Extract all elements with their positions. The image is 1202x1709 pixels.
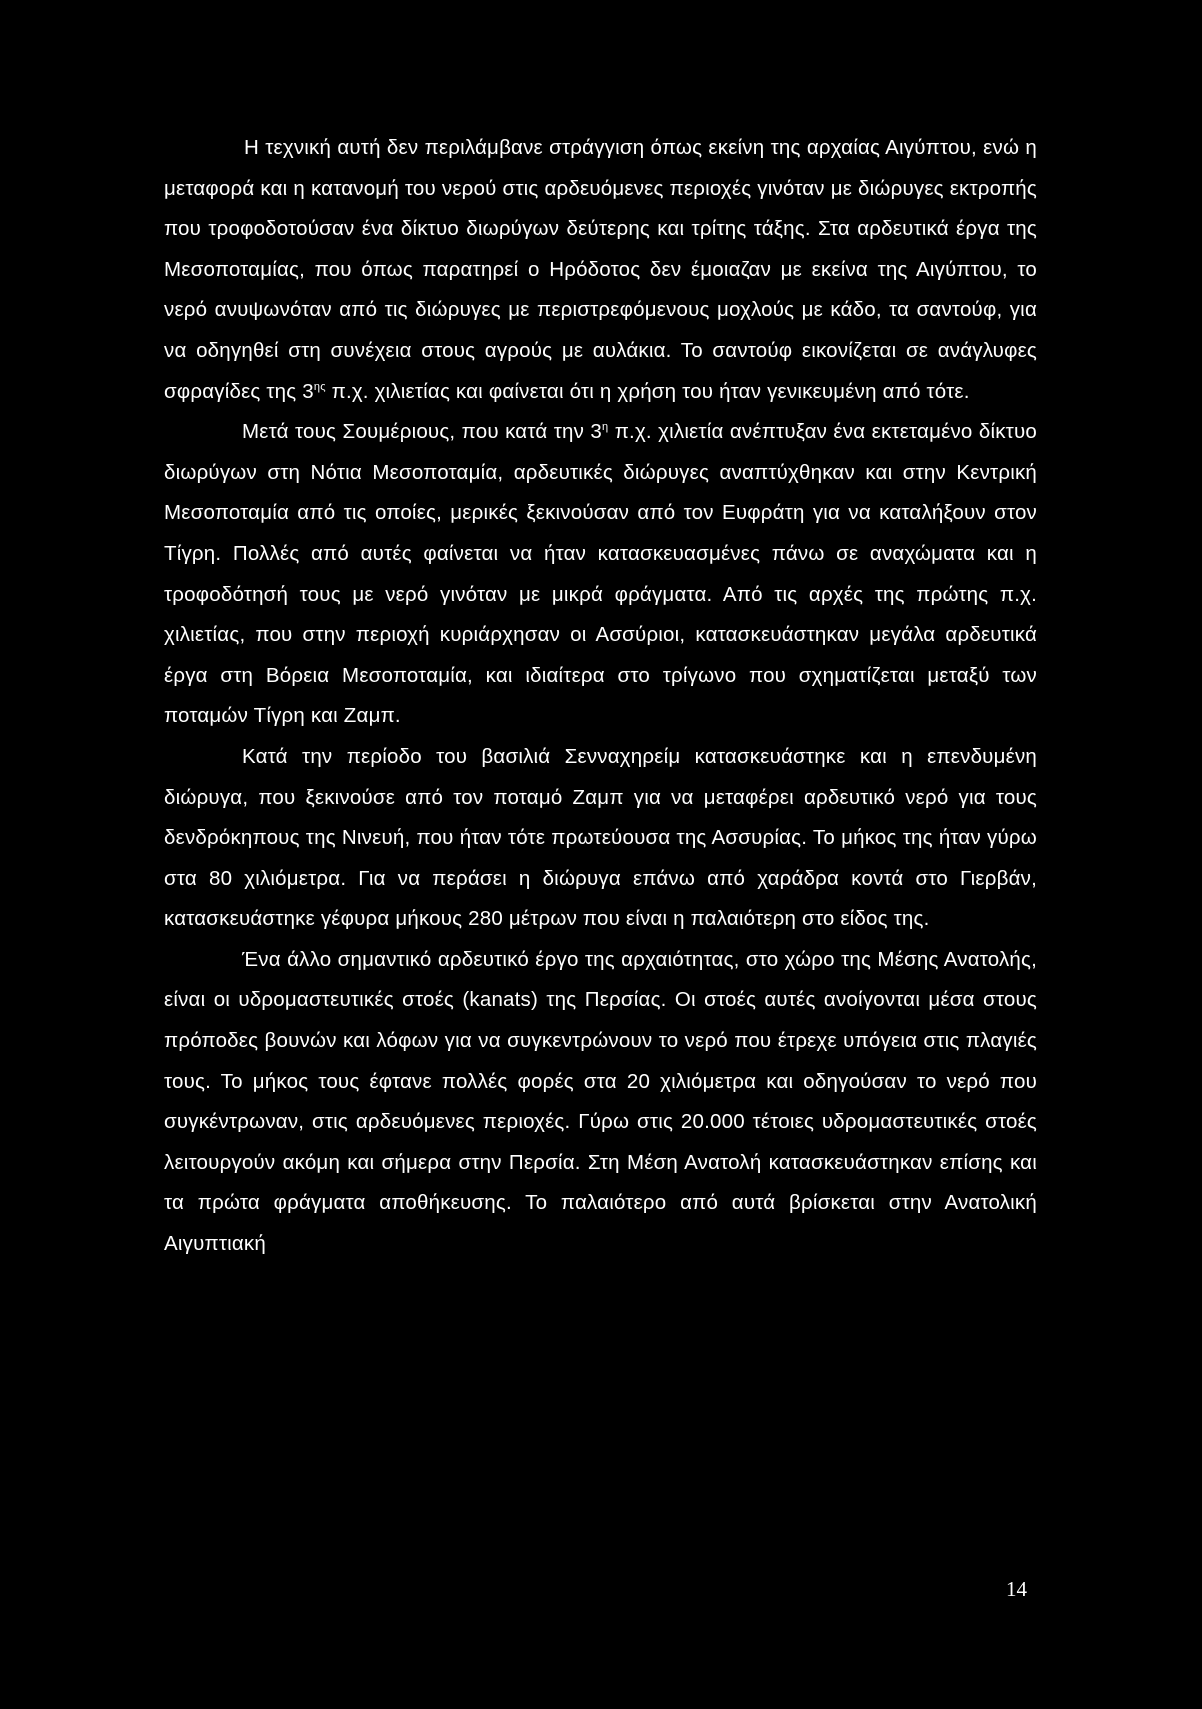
paragraph-1-superscript: ης (313, 380, 326, 393)
paragraph-2 (164, 412, 1037, 737)
page-number: 14 (1006, 1577, 1027, 1601)
paragraph-4: Ένα άλλο σημαντικό αρδευτικό έργο της αρχαιότητας, στο χώρο της Μέσης Ανατολής, είναι οι υδρομαστευτικές στοές (kanats) της Περσίας. Οι στοές αυτές ανοίγονται μέσα στους πρόποδες βουνών και λόφων για να συγκεντρώνουν το νερό που έτρεχε υπόγεια στις πλαγιές τους. Το μήκος τους έφτανε πολλές φορές στα 20 χιλιόμετρα και οδηγούσαν το νερό που συγκέντρωναν, στις αρδευόμενες περιοχές. Γύρω στις 20.000 τέτοιες υδρομαστευτικές στοές λειτουργούν ακόμη και σήμερα στην Περσία. Στη Μέση Ανατολή κατασκευάστηκαν επίσης και τα πρώτα φράγματα αποθήκευσης. Το παλαιότερο από αυτά βρίσκεται στην Ανατολική Αιγυπτιακή (164, 947, 1037, 1256)
paragraph-1-text-b: π.χ. χιλιετίας και φαίνεται ότι η χρήση του ήταν γενικευμένη από τότε. (325, 379, 970, 403)
paragraph-2-text-a: Μετά τους Σουμέριους, που κατά την 3 (242, 420, 603, 444)
body-text (164, 128, 1037, 1265)
paragraph-2-text-b: π.χ. χιλιετία ανέπτυξαν ένα εκτεταμένο δίκτυο διωρύγων στη Νότια Μεσοποταμία, αρδευτικές διώρυγες αναπτύχθηκαν και στην Κεντρική Μεσοποταμία από τις οποίες, μερικές ξεκινούσαν από τον Ευφράτη για να καταλήξουν στον Τίγρη. Πολλές από αυτές φαίνεται να ήταν κατασκευασμένες πάνω σε αναχώματα και η τροφοδότησή τους με νερό γινόταν με μικρά φράγματα. Από τις αρχές της πρώτης π.χ. χιλιετίας, που στην περιοχή κυριάρχησαν οι Ασσύριοι, κατασκευάστηκαν μεγάλα αρδευτικά έργα στη Βόρεια Μεσοποταμία, και ιδιαίτερα στο τρίγωνο που σχηματίζεται μεταξύ των ποταμών Τίγρη και Ζαμπ. (164, 420, 1037, 728)
paragraph-1-text-a: Η τεχνική αυτή δεν περιλάμβανε στράγγιση όπως εκείνη της αρχαίας Αιγύπτου, ενώ η μεταφορά και η κατανομή του νερού στις αρδευόμενες περιοχές γινόταν με διώρυγες εκτροπής που τροφοδοτούσαν ένα δίκτυο διωρύγων δεύτερης και τρίτης τάξης. Στα αρδευτικά έργα της Μεσοποταμίας, που όπως παρατηρεί ο Ηρόδοτος δεν έμοιαζαν με εκείνα της Αιγύπτου, το νερό ανυψωνόταν από τις διώρυγες με περιστρεφόμενους μοχλούς με κάδο, τα σαντούφ, για να οδηγηθεί στη συνέχεια στους αγρούς με αυλάκια. Το σαντούφ εικονίζεται σε ανάγλυφες σφραγίδες της 3 (164, 136, 1037, 403)
paragraph-2-superscript: η (602, 421, 609, 434)
paragraph-1 (164, 128, 1037, 412)
paragraph-3: Κατά την περίοδο του βασιλιά Σενναχηρείμ κατασκευάστηκε και η επενδυμένη διώρυγα, που ξεκινούσε από τον ποταμό Ζαμπ για να μεταφέρει αρδευτικό νερό για τους δενδρόκηπους της Νινευή, που ήταν τότε πρωτεύουσα της Ασσυρίας. Το μήκος της ήταν γύρω στα 80 χιλιόμετρα. Για να περάσει η διώρυγα επάνω από χαράδρα κοντά στο Γιερβάν, κατασκευάστηκε γέφυρα μήκους 280 μέτρων που είναι η παλαιότερη στο είδος της. (164, 744, 1037, 931)
